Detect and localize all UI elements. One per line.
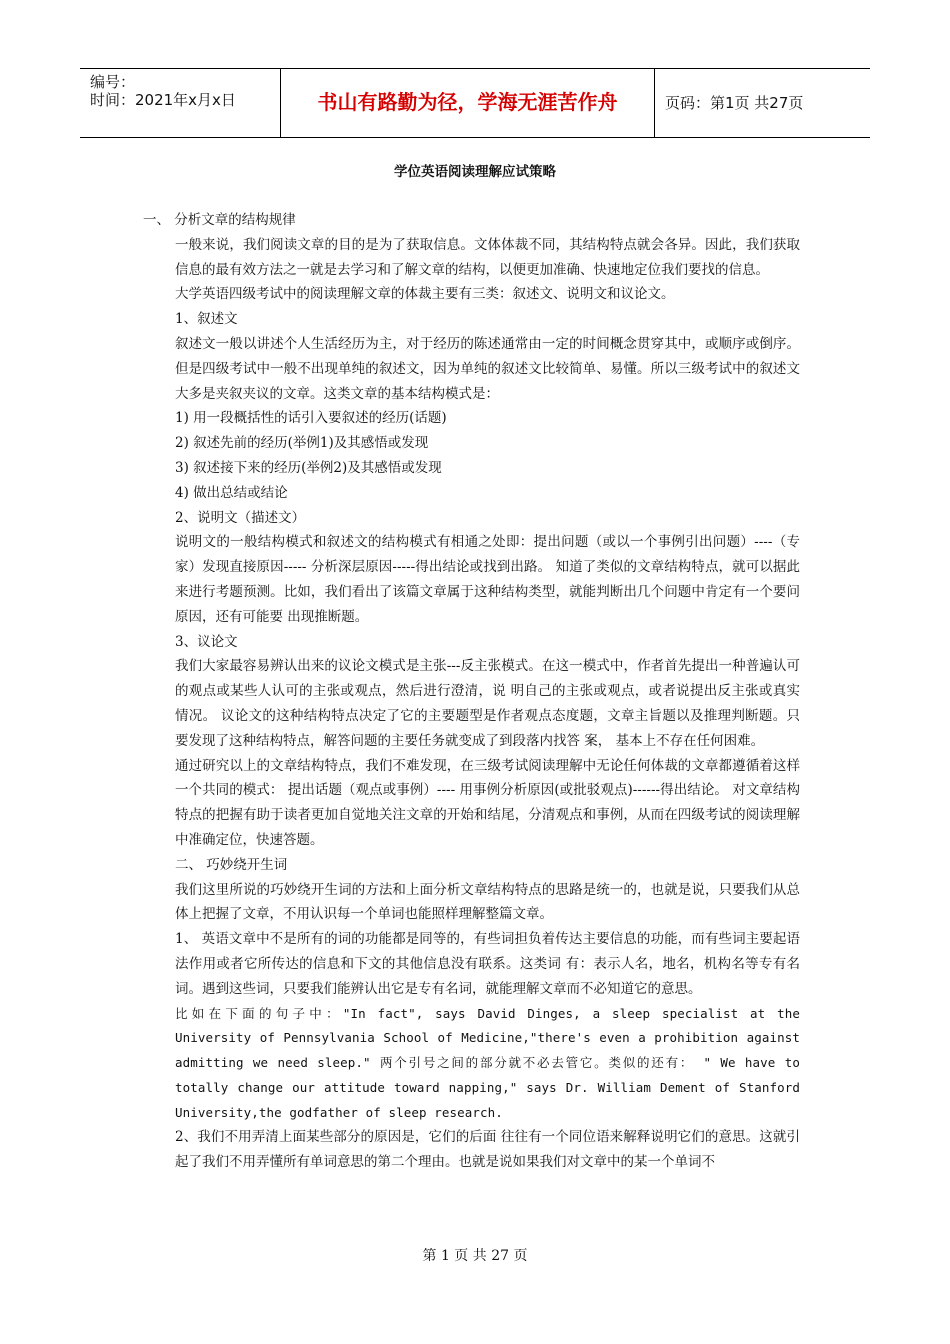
paragraph: 我们大家最容易辨认出来的议论文模式是主张---反主张模式。在这一模式中，作者首先提出一种普遍认可的观点或某些人认可的主张或观点，然后进行澄清，说 明自己的主张或观点，或者说提出反主张或真实情况。 议论文的这种结构特点决定了它的主要题型是作者观点态度题，文章主旨题以及推理判断题。只要发现了这种结构特点，解答问题的主要任务就变成了到段落内找答 案， 基本上不存在任何困难。 — [175, 658, 800, 749]
list-item: 2) 叙述先前的经历(举例1)及其感悟或发现 — [175, 435, 429, 452]
document-body — [143, 208, 800, 1175]
paragraph: 1、 英语文章中不是所有的词的功能都是同等的，有些词担负着传达主要信息的功能，而有些词主要起语法作用或者它所传达的信息和下文的其他信息没有联系。这类词 有：表示人名，地名，机构名等专有名词。遇到这些词，只要我们能辨认出它是专有名词，就能理解文章而不必知道它的意思。 — [175, 931, 800, 997]
paragraph: 我们这里所说的巧妙绕开生词的方法和上面分析文章结构特点的思路是统一的，也就是说，只要我们从总体上把握了文章，不用认识每一个单词也能照样理解整篇文章。 — [175, 881, 800, 923]
paragraph: 大学英语四级考试中的阅读理解文章的体裁主要有三类：叙述文、说明文和议论文。 — [175, 286, 675, 303]
page-footer: 第 1 页 共 27 页 — [422, 1248, 528, 1264]
header-meta-cell — [80, 69, 281, 137]
paragraph: 一般来说，我们阅读文章的目的是为了获取信息。文体体裁不同，其结构特点就会各异。因此，我们获取信息的最有效方法之一就是去学习和了解文章的结构，以便更加准确、快速地定位我们要找的信息。 — [175, 236, 800, 278]
paragraph: 通过研究以上的文章结构特点，我们不难发现，在三级考试阅读理解中无论任何体裁的文章都遵循着这样一个共同的模式： 提出话题（观点或事例）---- 用事例分析原因(或批驳观点)------得出结论。 对文章结构特点的把握有助于读者更加自觉地关注文章的开始和结尾，分清观点和事例，从而在四级考试的阅读理解中准确定位，快速答题。 — [175, 757, 800, 848]
list-item: 1) 用一段概括性的话引入要叙述的经历(话题) — [175, 410, 447, 427]
document-date-label: 时间：2021年x月x日 — [90, 91, 236, 109]
example-paragraph: 比如在下面的句子中："In fact", says David Dinges, a sleep specialist at the University of Pennsylvania School of Medicine,"there's even a prohibition against admitting we need sleep." 两个引号之间的部分就不必去管它。类似的还有： " We have to totally change our attitude toward napping," says Dr. William Dement of Stanford University,the godfather of sleep research. — [175, 1005, 800, 1120]
subheading: 3、议论文 — [175, 633, 238, 650]
document-number-label: 编号： — [90, 73, 136, 91]
list-item: 3) 叙述接下来的经历(举例2)及其感悟或发现 — [175, 459, 442, 476]
paragraph: 说明文的一般结构模式和叙述文的结构模式有相通之处即：提出问题（或以一个事例引出问题）----（专家）发现直接原因----- 分析深层原因-----得出结论或找到出路。 知道了类似的文章结构特点，就可以据此来进行考题预测。比如，我们看出了该篇文章属于这种结构类型，就能判断出几个问题中肯定有一个要问原因，还有可能要 出现推断题。 — [175, 534, 800, 625]
header-table — [80, 68, 870, 138]
subheading: 2、说明文（描述文） — [175, 509, 306, 526]
section-heading-2: 二、 巧妙绕开生词 — [175, 856, 288, 873]
subheading: 1、叙述文 — [175, 311, 238, 328]
list-item: 4) 做出总结或结论 — [175, 484, 288, 501]
paragraph: 2、我们不用弄清上面某些部分的原因是，它们的后面 往往有一个同位语来解释说明它们的意思。这就引起了我们不用弄懂所有单词意思的第二个理由。也就是说如果我们对文章中的某一个单词不 — [175, 1129, 800, 1171]
header-motto-cell — [281, 69, 655, 137]
document-title: 学位英语阅读理解应试策略 — [394, 164, 556, 180]
section-heading-1: 一、 分析文章的结构规律 — [143, 212, 296, 228]
header-page-number: 页码：第1页 共27页 — [665, 94, 804, 112]
paragraph: 叙述文一般以讲述个人生活经历为主，对于经历的陈述通常由一定的时间概念贯穿其中，或顺序或倒序。但是四级考试中一般不出现单纯的叙述文，因为单纯的叙述文比较简单、易懂。所以三级考试中的叙述文大多是夹叙夹议的文章。这类文章的基本结构模式是： — [175, 335, 800, 402]
header-page-cell — [655, 69, 870, 137]
header-motto: 书山有路勤为径，学海无涯苦作舟 — [317, 90, 618, 114]
